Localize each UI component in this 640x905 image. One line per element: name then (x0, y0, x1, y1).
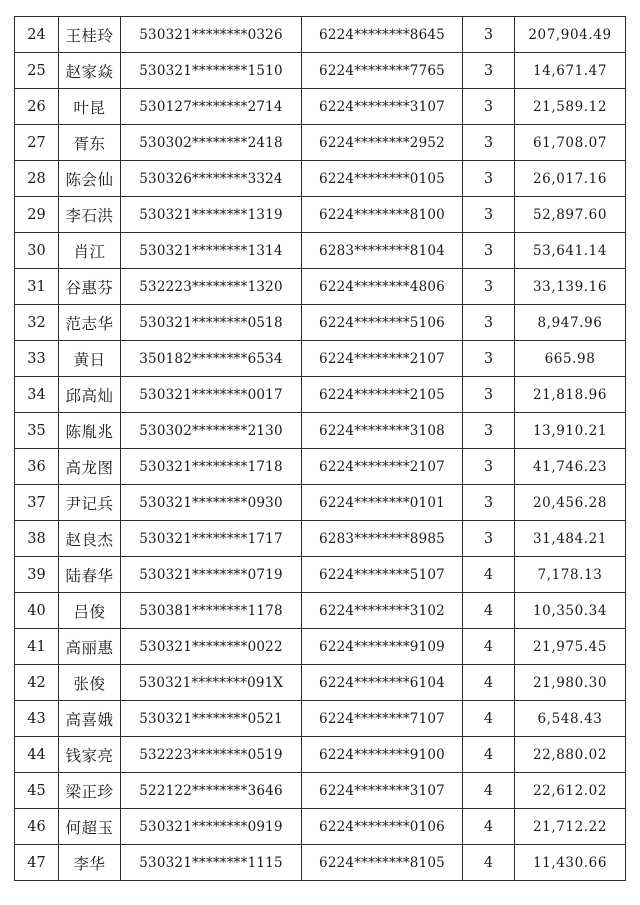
id-number-cell: 530321********0518 (121, 305, 302, 341)
amount-cell: 11,430.66 (515, 845, 626, 881)
table-row (15, 773, 626, 809)
id-number-cell: 530321********1717 (121, 521, 302, 557)
id-number-cell: 530321********091X (121, 665, 302, 701)
name-cell: 陈会仙 (59, 161, 121, 197)
table-row (15, 737, 626, 773)
row-number-cell: 30 (15, 233, 59, 269)
amount-cell: 21,589.12 (515, 89, 626, 125)
id-number-cell: 530321********0017 (121, 377, 302, 413)
group-cell: 3 (463, 305, 515, 341)
table-row (15, 701, 626, 737)
amount-cell: 41,746.23 (515, 449, 626, 485)
group-cell: 4 (463, 845, 515, 881)
account-cell: 6224********7107 (302, 701, 463, 737)
amount-cell: 53,641.14 (515, 233, 626, 269)
account-cell: 6224********3108 (302, 413, 463, 449)
table-row (15, 557, 626, 593)
group-cell: 4 (463, 809, 515, 845)
id-number-cell: 530321********0022 (121, 629, 302, 665)
group-cell: 3 (463, 413, 515, 449)
account-cell: 6224********3107 (302, 773, 463, 809)
id-number-cell: 530302********2418 (121, 125, 302, 161)
group-cell: 3 (463, 53, 515, 89)
id-number-cell: 530381********1178 (121, 593, 302, 629)
group-cell: 4 (463, 629, 515, 665)
name-cell: 吕俊 (59, 593, 121, 629)
table-row (15, 161, 626, 197)
amount-cell: 7,178.13 (515, 557, 626, 593)
account-cell: 6224********8100 (302, 197, 463, 233)
group-cell: 3 (463, 161, 515, 197)
name-cell: 李石洪 (59, 197, 121, 233)
row-number-cell: 33 (15, 341, 59, 377)
row-number-cell: 27 (15, 125, 59, 161)
group-cell: 3 (463, 17, 515, 53)
account-cell: 6224********9100 (302, 737, 463, 773)
account-cell: 6224********5106 (302, 305, 463, 341)
amount-cell: 61,708.07 (515, 125, 626, 161)
table-row (15, 377, 626, 413)
amount-cell: 8,947.96 (515, 305, 626, 341)
name-cell: 高丽惠 (59, 629, 121, 665)
id-number-cell: 350182********6534 (121, 341, 302, 377)
group-cell: 4 (463, 737, 515, 773)
name-cell: 尹记兵 (59, 485, 121, 521)
id-number-cell: 530321********1718 (121, 449, 302, 485)
id-number-cell: 532223********0519 (121, 737, 302, 773)
group-cell: 3 (463, 125, 515, 161)
amount-cell: 52,897.60 (515, 197, 626, 233)
account-cell: 6224********3102 (302, 593, 463, 629)
amount-cell: 13,910.21 (515, 413, 626, 449)
id-number-cell: 530127********2714 (121, 89, 302, 125)
account-cell: 6224********9109 (302, 629, 463, 665)
name-cell: 高喜娥 (59, 701, 121, 737)
name-cell: 高龙图 (59, 449, 121, 485)
row-number-cell: 29 (15, 197, 59, 233)
id-number-cell: 530321********0719 (121, 557, 302, 593)
name-cell: 钱家亮 (59, 737, 121, 773)
account-cell: 6283********8104 (302, 233, 463, 269)
table-row (15, 53, 626, 89)
table-row (15, 845, 626, 881)
amount-cell: 6,548.43 (515, 701, 626, 737)
name-cell: 陆春华 (59, 557, 121, 593)
account-cell: 6224********4806 (302, 269, 463, 305)
id-number-cell: 530321********1314 (121, 233, 302, 269)
id-number-cell: 530321********0930 (121, 485, 302, 521)
row-number-cell: 35 (15, 413, 59, 449)
row-number-cell: 47 (15, 845, 59, 881)
name-cell: 梁正珍 (59, 773, 121, 809)
group-cell: 3 (463, 197, 515, 233)
row-number-cell: 41 (15, 629, 59, 665)
group-cell: 4 (463, 557, 515, 593)
roster-sheet (14, 16, 625, 881)
amount-cell: 31,484.21 (515, 521, 626, 557)
id-number-cell: 530321********0326 (121, 17, 302, 53)
table-row (15, 809, 626, 845)
roster-table (14, 16, 626, 881)
row-number-cell: 31 (15, 269, 59, 305)
name-cell: 张俊 (59, 665, 121, 701)
table-row (15, 629, 626, 665)
row-number-cell: 24 (15, 17, 59, 53)
name-cell: 李华 (59, 845, 121, 881)
group-cell: 3 (463, 341, 515, 377)
roster-table-body (15, 17, 626, 881)
row-number-cell: 45 (15, 773, 59, 809)
amount-cell: 207,904.49 (515, 17, 626, 53)
name-cell: 邱高灿 (59, 377, 121, 413)
row-number-cell: 34 (15, 377, 59, 413)
group-cell: 3 (463, 377, 515, 413)
id-number-cell: 530302********2130 (121, 413, 302, 449)
table-row (15, 449, 626, 485)
account-cell: 6224********2105 (302, 377, 463, 413)
amount-cell: 22,612.02 (515, 773, 626, 809)
account-cell: 6224********2107 (302, 341, 463, 377)
row-number-cell: 32 (15, 305, 59, 341)
name-cell: 黄日 (59, 341, 121, 377)
amount-cell: 10,350.34 (515, 593, 626, 629)
id-number-cell: 530321********1319 (121, 197, 302, 233)
name-cell: 陈胤兆 (59, 413, 121, 449)
group-cell: 4 (463, 701, 515, 737)
group-cell: 4 (463, 665, 515, 701)
id-number-cell: 522122********3646 (121, 773, 302, 809)
account-cell: 6224********8645 (302, 17, 463, 53)
account-cell: 6224********8105 (302, 845, 463, 881)
account-cell: 6224********3107 (302, 89, 463, 125)
account-cell: 6224********2952 (302, 125, 463, 161)
row-number-cell: 46 (15, 809, 59, 845)
row-number-cell: 42 (15, 665, 59, 701)
table-row (15, 269, 626, 305)
account-cell: 6283********8985 (302, 521, 463, 557)
table-row (15, 305, 626, 341)
account-cell: 6224********2107 (302, 449, 463, 485)
name-cell: 谷惠芬 (59, 269, 121, 305)
name-cell: 赵家焱 (59, 53, 121, 89)
id-number-cell: 530321********0521 (121, 701, 302, 737)
table-row (15, 17, 626, 53)
id-number-cell: 532223********1320 (121, 269, 302, 305)
amount-cell: 33,139.16 (515, 269, 626, 305)
account-cell: 6224********0101 (302, 485, 463, 521)
account-cell: 6224********0106 (302, 809, 463, 845)
row-number-cell: 43 (15, 701, 59, 737)
name-cell: 叶昆 (59, 89, 121, 125)
amount-cell: 21,712.22 (515, 809, 626, 845)
group-cell: 4 (463, 773, 515, 809)
id-number-cell: 530326********3324 (121, 161, 302, 197)
row-number-cell: 26 (15, 89, 59, 125)
table-row (15, 125, 626, 161)
group-cell: 3 (463, 449, 515, 485)
id-number-cell: 530321********1510 (121, 53, 302, 89)
row-number-cell: 36 (15, 449, 59, 485)
group-cell: 3 (463, 485, 515, 521)
name-cell: 王桂玲 (59, 17, 121, 53)
account-cell: 6224********7765 (302, 53, 463, 89)
group-cell: 3 (463, 89, 515, 125)
row-number-cell: 40 (15, 593, 59, 629)
amount-cell: 665.98 (515, 341, 626, 377)
account-cell: 6224********5107 (302, 557, 463, 593)
name-cell: 肖江 (59, 233, 121, 269)
table-row (15, 413, 626, 449)
amount-cell: 21,980.30 (515, 665, 626, 701)
id-number-cell: 530321********1115 (121, 845, 302, 881)
row-number-cell: 37 (15, 485, 59, 521)
table-row (15, 197, 626, 233)
table-row (15, 233, 626, 269)
amount-cell: 14,671.47 (515, 53, 626, 89)
table-row (15, 593, 626, 629)
name-cell: 胥东 (59, 125, 121, 161)
row-number-cell: 25 (15, 53, 59, 89)
group-cell: 3 (463, 269, 515, 305)
amount-cell: 22,880.02 (515, 737, 626, 773)
table-row (15, 521, 626, 557)
amount-cell: 20,456.28 (515, 485, 626, 521)
group-cell: 3 (463, 233, 515, 269)
table-row (15, 341, 626, 377)
amount-cell: 21,975.45 (515, 629, 626, 665)
account-cell: 6224********6104 (302, 665, 463, 701)
row-number-cell: 28 (15, 161, 59, 197)
group-cell: 3 (463, 521, 515, 557)
account-cell: 6224********0105 (302, 161, 463, 197)
name-cell: 范志华 (59, 305, 121, 341)
group-cell: 4 (463, 593, 515, 629)
table-row (15, 485, 626, 521)
name-cell: 赵良杰 (59, 521, 121, 557)
row-number-cell: 39 (15, 557, 59, 593)
amount-cell: 26,017.16 (515, 161, 626, 197)
amount-cell: 21,818.96 (515, 377, 626, 413)
name-cell: 何超玉 (59, 809, 121, 845)
table-row (15, 89, 626, 125)
row-number-cell: 44 (15, 737, 59, 773)
id-number-cell: 530321********0919 (121, 809, 302, 845)
table-row (15, 665, 626, 701)
row-number-cell: 38 (15, 521, 59, 557)
